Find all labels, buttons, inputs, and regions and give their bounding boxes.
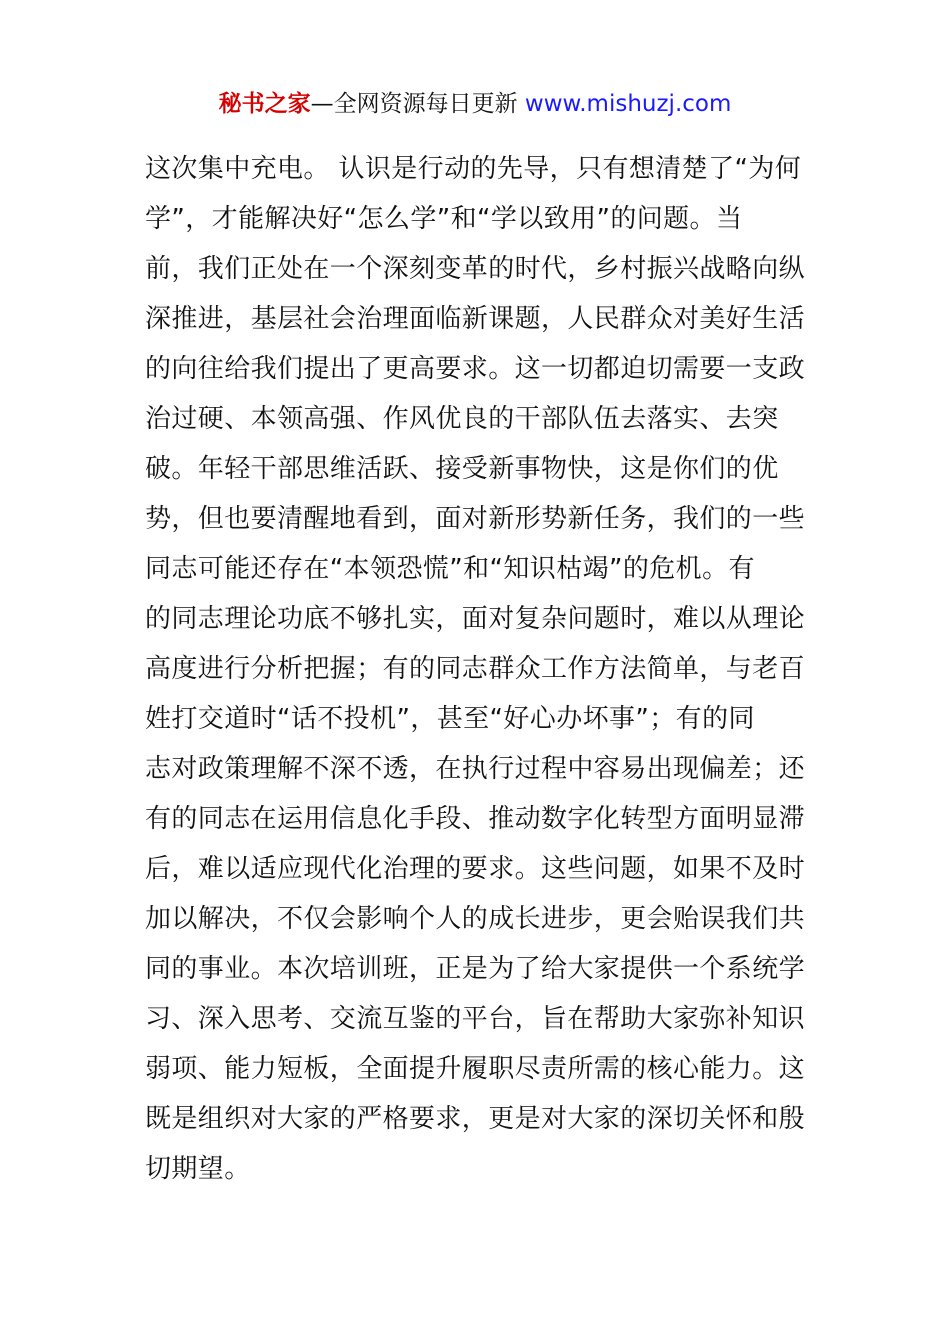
text-line: 既是组织对大家的严格要求，更是对大家的深切关怀和殷 — [145, 1104, 806, 1134]
text-line: 这次集中充电。 认识是行动的先导，只有想清楚了“为何 — [145, 154, 802, 184]
text-line: 切期望。 — [145, 1154, 251, 1184]
text-line: 深推进，基层社会治理面临新课题，人民群众对美好生活 — [145, 304, 806, 334]
text-line: 势，但也要清醒地看到，面对新形势新任务，我们的一些 — [145, 504, 806, 534]
text-line: 的同志理论功底不够扎实，面对复杂问题时，难以从理论 — [145, 604, 806, 634]
text-line: 弱项、能力短板，全面提升履职尽责所需的核心能力。这 — [145, 1054, 806, 1084]
header-tagline: —全网资源每日更新 — [310, 91, 518, 117]
brand-name: 秘书之家 — [218, 91, 311, 117]
text-line: 有的同志在运用信息化手段、推动数字化转型方面明显滞 — [145, 804, 806, 834]
text-line: 高度进行分析把握；有的同志群众工作方法简单，与老百 — [145, 654, 806, 684]
text-line: 破。年轻干部思维活跃、接受新事物快，这是你们的优 — [145, 454, 779, 484]
text-line: 同的事业。本次培训班，正是为了给大家提供一个系统学 — [145, 954, 806, 984]
text-line: 治过硬、本领高强、作风优良的干部队伍去落实、去突 — [145, 404, 779, 434]
text-line: 后，难以适应现代化治理的要求。这些问题，如果不及时 — [145, 854, 806, 884]
text-line: 同志可能还存在“本领恐慌”和“知识枯竭”的危机。有 — [145, 554, 755, 584]
text-line: 学”，才能解决好“怎么学”和“学以致用”的问题。当 — [145, 204, 743, 234]
site-url-link[interactable]: www.mishuzj.com — [524, 91, 732, 117]
text-line: 的向往给我们提出了更高要求。这一切都迫切需要一支政 — [145, 354, 806, 384]
text-line: 前，我们正处在一个深刻变革的时代，乡村振兴战略向纵 — [145, 254, 806, 284]
text-line: 加以解决，不仅会影响个人的成长进步，更会贻误我们共 — [145, 904, 806, 934]
page-header — [0, 88, 950, 120]
document-body — [145, 144, 815, 1194]
text-line: 习、深入思考、交流互鉴的平台，旨在帮助大家弥补知识 — [145, 1004, 806, 1034]
text-line: 志对政策理解不深不透，在执行过程中容易出现偏差；还 — [145, 754, 806, 784]
text-line: 姓打交道时“话不投机”，甚至“好心办坏事”；有的同 — [145, 704, 755, 734]
